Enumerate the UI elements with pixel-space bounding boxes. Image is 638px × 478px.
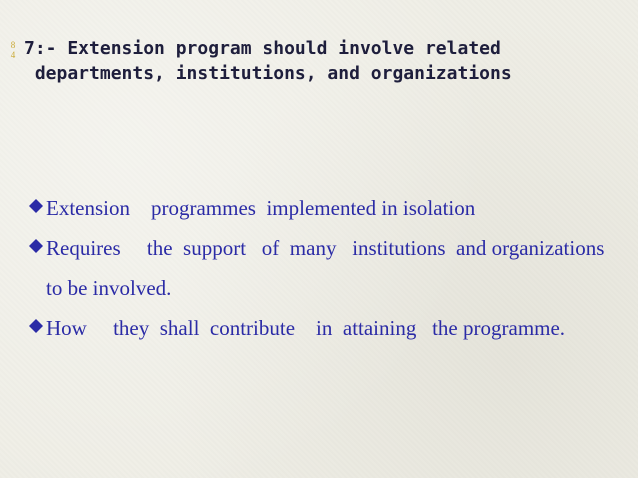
diamond-bullet-icon (28, 238, 44, 254)
bullet-item-support (24, 228, 614, 308)
bullet-text: How they shall contribute in attaining the programme. (46, 316, 566, 340)
bullet-item-contribute (24, 308, 614, 348)
bullet-list (24, 188, 614, 348)
bullet-item-isolation (24, 188, 614, 228)
slide-number-top: 8 (10, 40, 16, 50)
slide-number-bottom: 4 (10, 50, 16, 60)
slide-number (8, 40, 18, 60)
slide-title (24, 36, 624, 86)
bullet-text: Requires the support of many institutions and organizations to be involved. (46, 236, 610, 300)
diamond-bullet-icon (28, 198, 44, 214)
slide-title-line-2: departments, institutions, and organizations (24, 63, 512, 84)
slide-title-line-1: 7:- Extension program should involve related (24, 38, 501, 59)
bullet-text: Extension programmes implemented in isolation (46, 196, 476, 220)
diamond-bullet-icon (28, 318, 44, 334)
